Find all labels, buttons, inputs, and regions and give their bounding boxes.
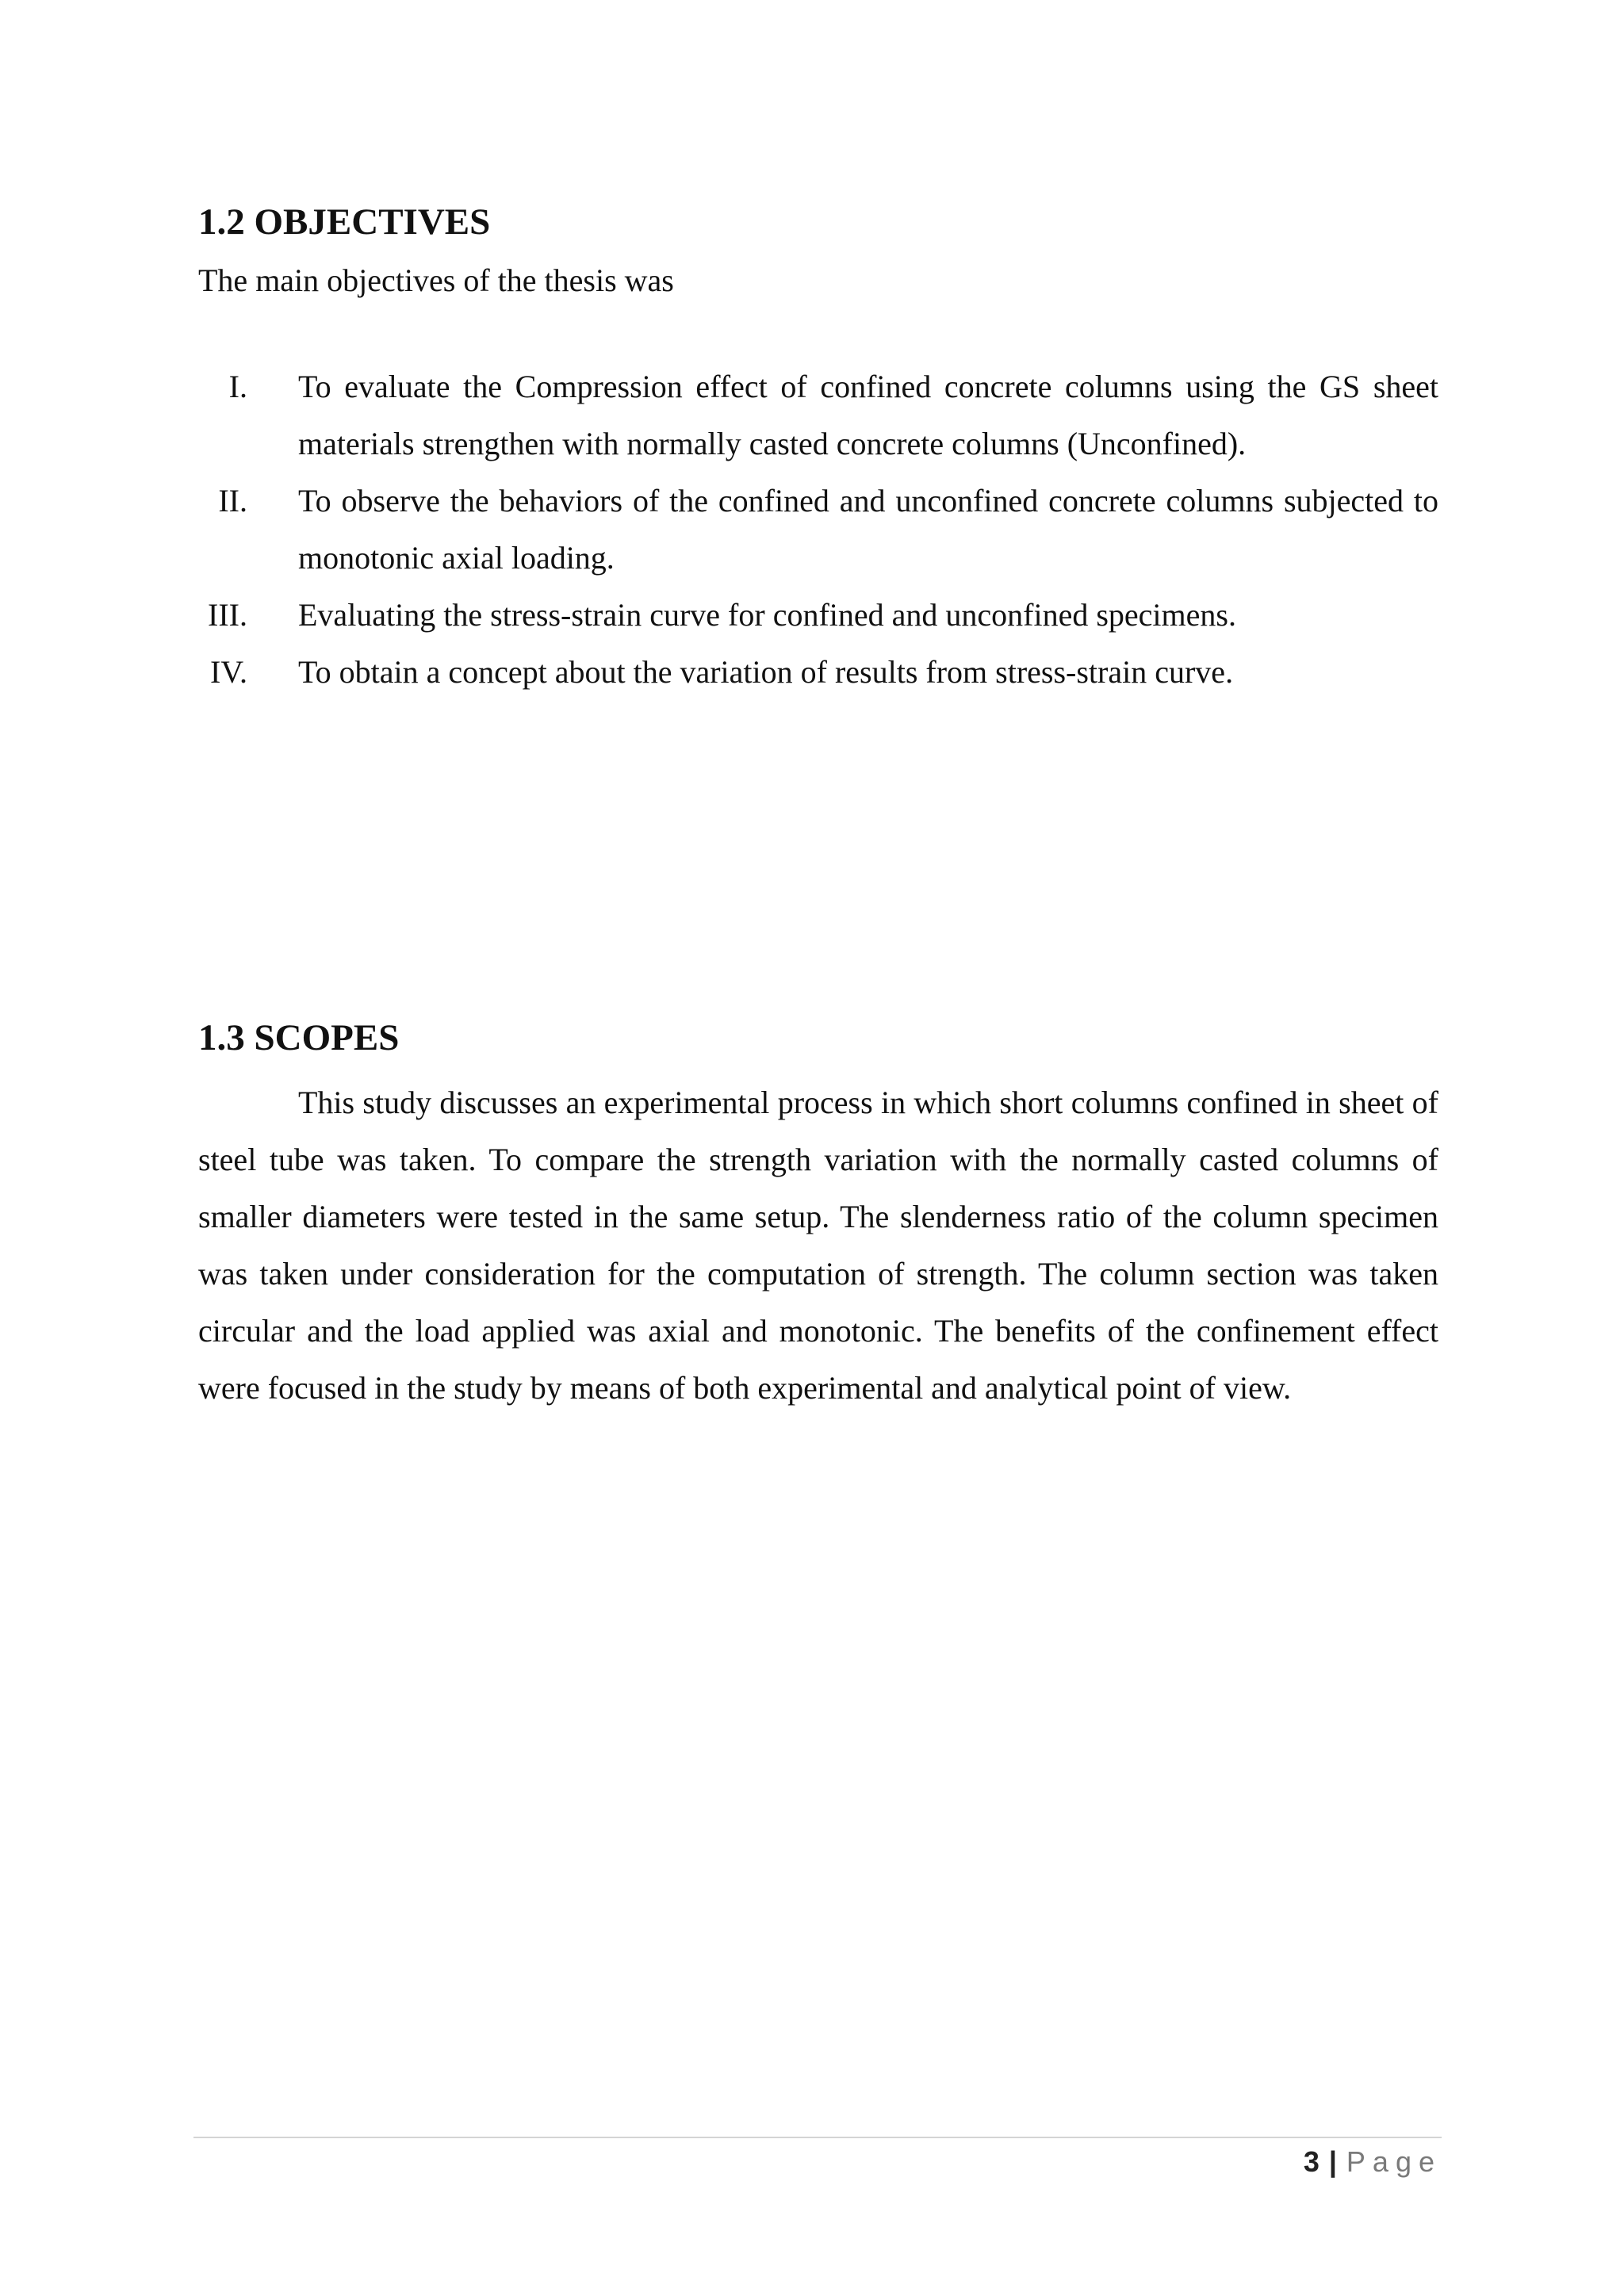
list-item-text: To obtain a concept about the variation of results from stress-strain curve. xyxy=(298,654,1234,690)
list-item xyxy=(198,473,1438,587)
page-label: Page xyxy=(1346,2145,1442,2178)
list-item-number: III. xyxy=(208,597,247,633)
list-item-text: Evaluating the stress-strain curve for confined and unconfined specimens. xyxy=(298,597,1236,633)
list-item xyxy=(198,358,1438,473)
list-item-text: To observe the behaviors of the confined and unconfined concrete columns subjected to monotonic axial loading. xyxy=(298,483,1438,576)
list-item-number: IV. xyxy=(209,654,247,690)
scopes-heading: 1.3 SCOPES xyxy=(198,1017,400,1058)
objectives-heading: 1.2 OBJECTIVES xyxy=(198,201,491,243)
list-item-number: II. xyxy=(218,483,247,519)
list-item-number: I. xyxy=(228,369,247,404)
page-number: 3 xyxy=(1303,2145,1320,2178)
page-footer xyxy=(1304,2143,1442,2181)
footer-divider xyxy=(193,2137,1442,2138)
objectives-intro: The main objectives of the thesis was xyxy=(198,262,674,298)
list-item-text: To evaluate the Compression effect of confined concrete columns using the GS sheet materials strengthen with normally casted concrete columns (Unconfined). xyxy=(298,369,1438,461)
scopes-section xyxy=(198,1014,1438,1417)
objectives-section xyxy=(198,198,1438,701)
objectives-list xyxy=(198,358,1438,701)
footer-separator: | xyxy=(1328,2145,1337,2178)
list-item xyxy=(198,644,1438,701)
list-item xyxy=(198,587,1438,644)
scopes-paragraph: This study discusses an experimental process in which short columns confined in sheet of steel tube was taken. To compare the strength variation with the normally casted columns of smaller diameters were tested in the same setup. The slenderness ratio of the column specimen was taken under consideration for the computation of strength. The column section was taken circular and the load applied was axial and monotonic. The benefits of the confinement effect were focused in the study by means of both experimental and analytical point of view. xyxy=(198,1085,1438,1406)
